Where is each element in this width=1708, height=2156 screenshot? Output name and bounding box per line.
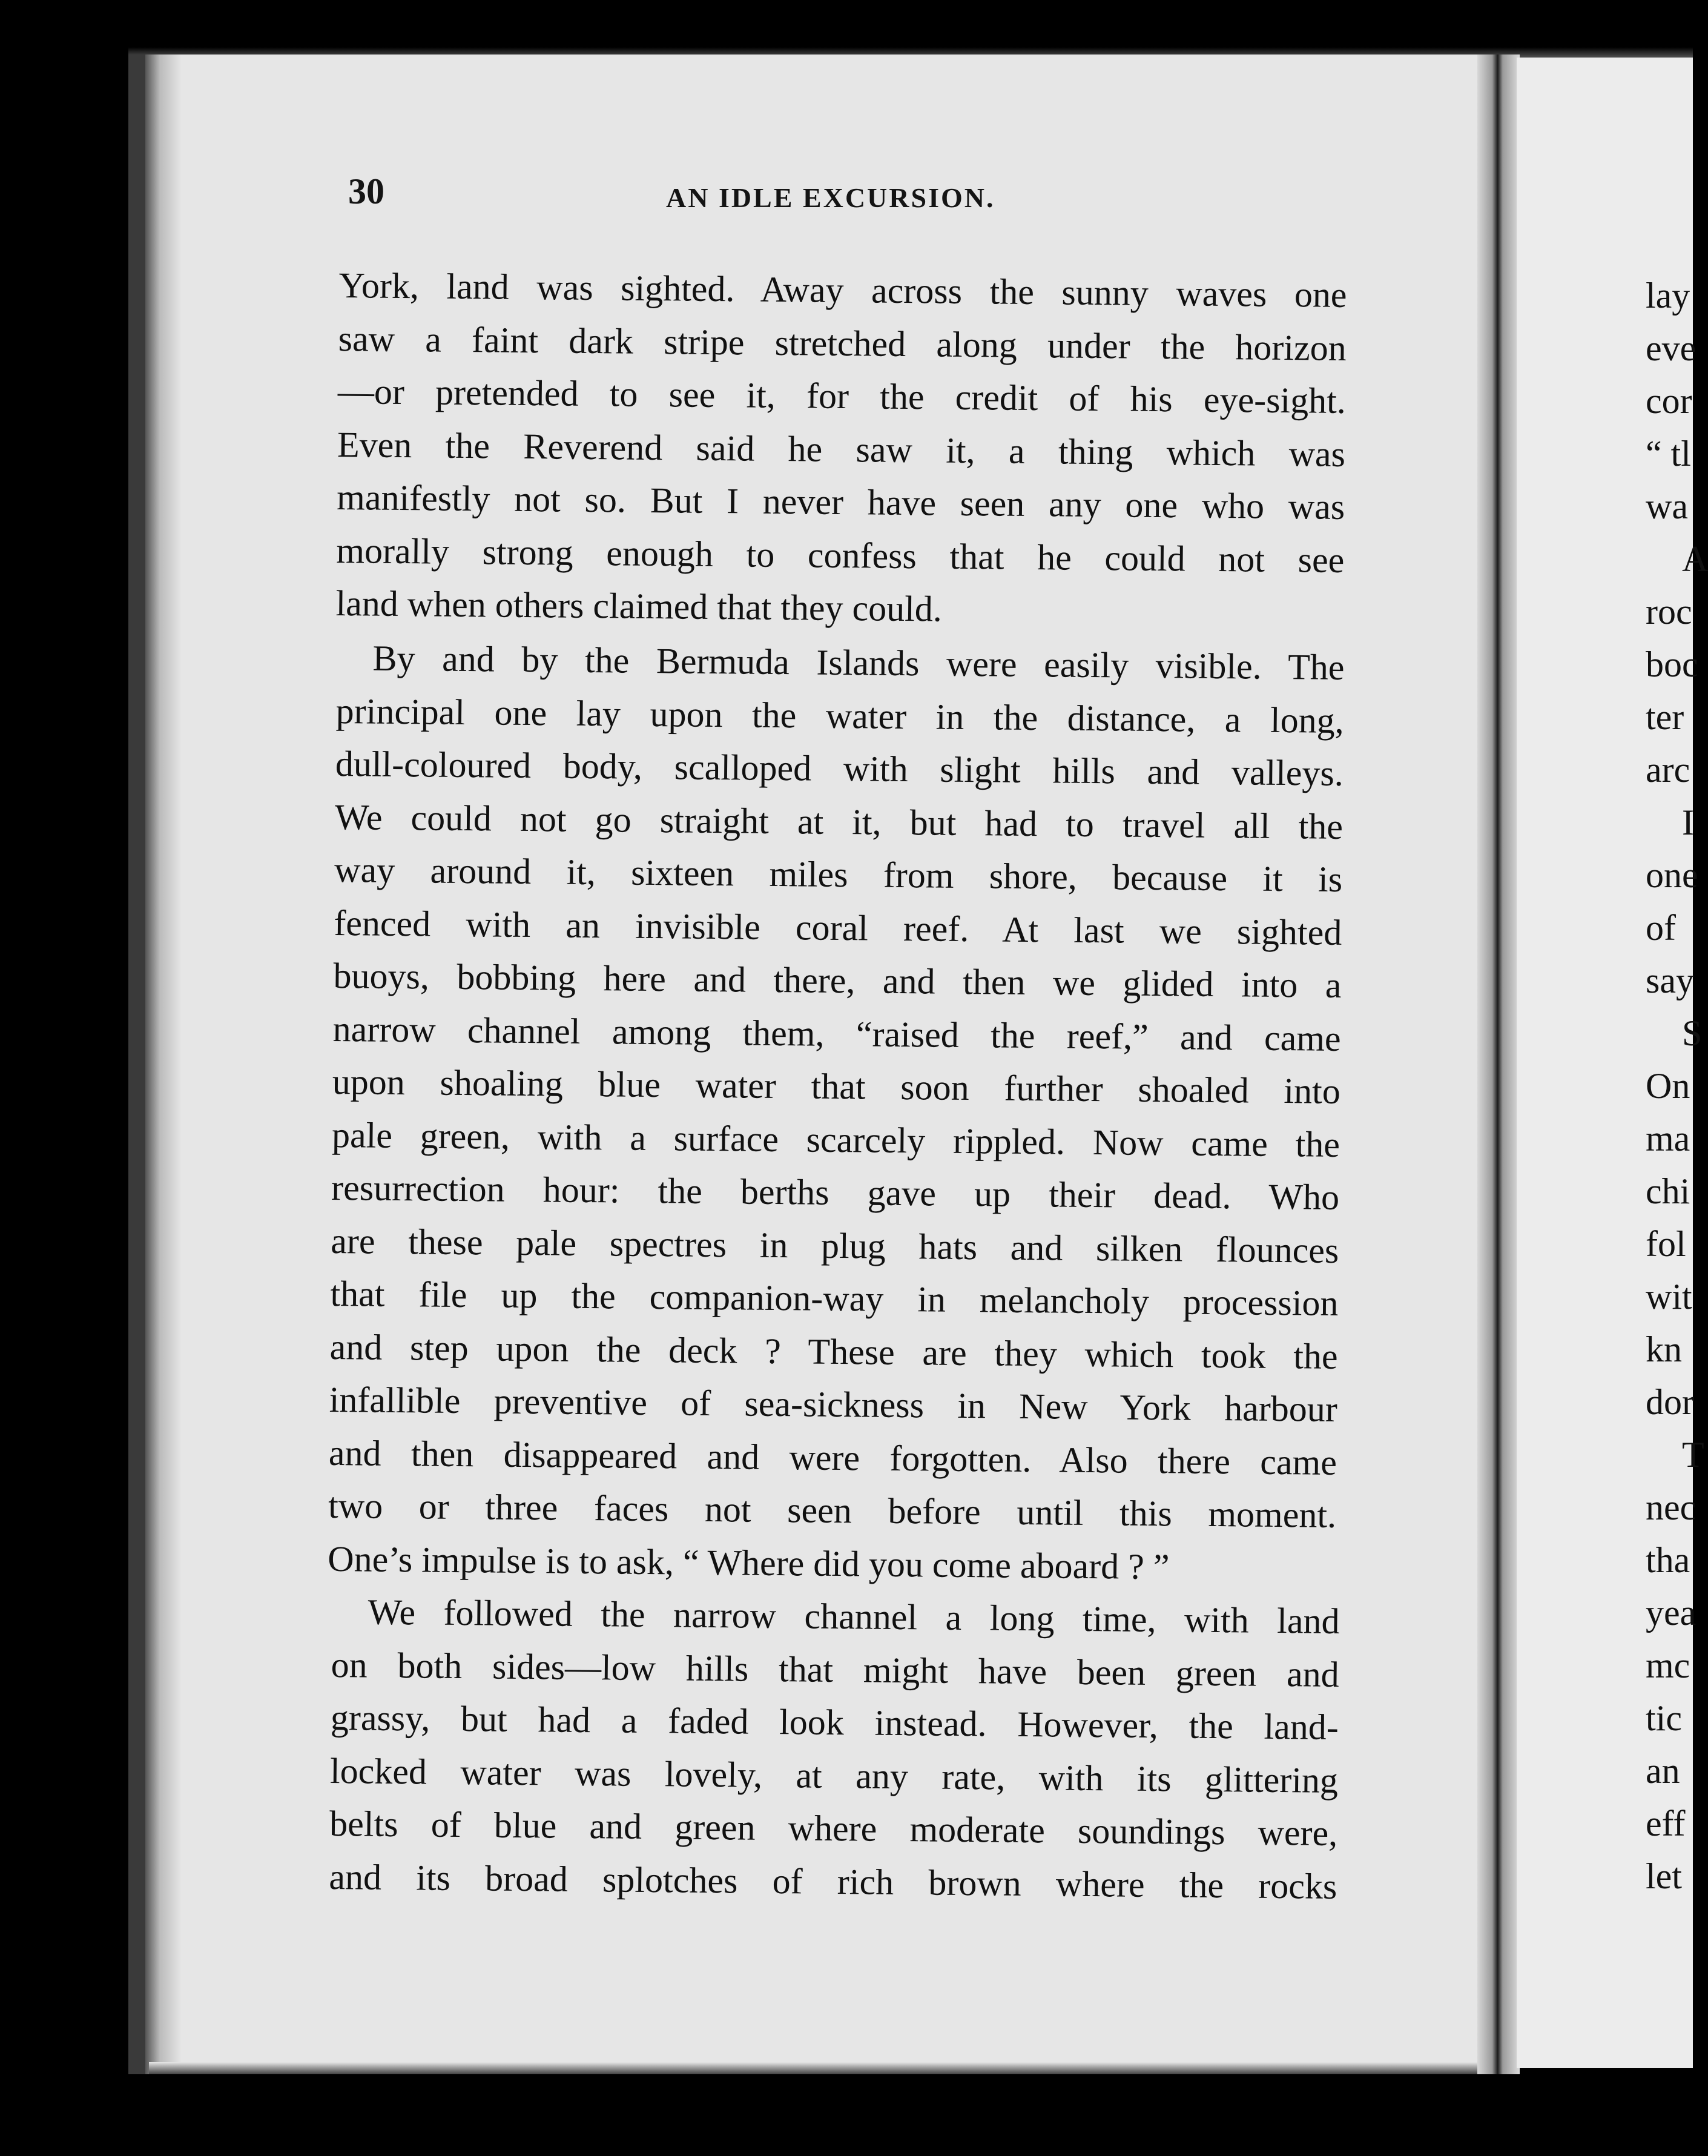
text-line: morally strong enough to confess that he could not see <box>336 530 1345 580</box>
text-line: principal one lay upon the water in the distance, a long, <box>335 690 1344 741</box>
text-line: and step upon the deck ? These are they which took the <box>329 1326 1338 1377</box>
text-line: upon shoaling blue water that soon further shoaled into <box>332 1061 1341 1111</box>
right-page-fragment: mc <box>1646 1645 1690 1685</box>
right-page-fragment: kn <box>1646 1329 1682 1369</box>
right-page-fragment: I <box>1682 802 1694 842</box>
right-page-fragment: an <box>1646 1751 1680 1791</box>
text-line: resurrection hour: the berths gave up their dead. Who <box>331 1167 1340 1217</box>
text-line: One’s impulse is to ask, “ Where did you come aboard ? ” <box>327 1538 1170 1587</box>
right-page-fragment: ter <box>1646 697 1684 737</box>
text-line: manifestly not so. But I never have seen any one who was <box>336 477 1345 527</box>
text-line: York, land was sighted. Away across the sunny waves one <box>338 265 1347 315</box>
text-line: on both sides—low hills that might have been green and <box>331 1644 1339 1695</box>
right-page-fragment: dor <box>1646 1382 1694 1422</box>
right-page-fragment: fol <box>1646 1224 1686 1264</box>
text-line: saw a faint dark stripe stretched along under the horizon <box>338 318 1347 368</box>
right-page-fragment: cor <box>1646 381 1692 421</box>
right-page-fragment: On <box>1646 1066 1690 1106</box>
right-page-fragment: tic <box>1646 1698 1682 1738</box>
right-page-fragment: T <box>1682 1435 1704 1475</box>
right-page-fragment: S <box>1682 1013 1703 1053</box>
page-number: 30 <box>348 171 384 211</box>
text-line: are these pale spectres in plug hats and silken flounces <box>331 1220 1339 1271</box>
text-line: and its broad splotches of rich brown where the rocks <box>329 1856 1337 1906</box>
text-line: pale green, with a surface scarcely rippled. Now came the <box>331 1114 1340 1165</box>
running-head: AN IDLE EXCURSION. <box>666 182 995 213</box>
text-line: belts of blue and green where moderate soundings were, <box>329 1803 1338 1853</box>
book-gutter <box>1477 55 1520 2074</box>
text-line: locked water was lovely, at any rate, with its glittering <box>329 1750 1339 1801</box>
right-page-fragment: “ tl <box>1646 434 1691 474</box>
right-page-fragment: arc <box>1646 750 1690 790</box>
right-page-fragment: roc <box>1646 592 1692 632</box>
right-page-fragment: A <box>1682 539 1708 579</box>
right-page-fragment: eff <box>1646 1804 1686 1844</box>
right-page-fragment: chi <box>1646 1171 1690 1211</box>
text-line: Even the Reverend said he saw it, a thing which was <box>337 424 1346 474</box>
right-page-fragment: lay <box>1646 276 1690 316</box>
right-page-fragment: tha <box>1646 1540 1690 1580</box>
text-line: infallible preventive of sea-sickness in New York harbour <box>329 1379 1338 1429</box>
right-page-fragment: of <box>1646 908 1676 948</box>
paragraph-2 <box>328 632 1345 1595</box>
right-page-fragment: one <box>1646 855 1698 895</box>
text-line: way around it, sixteen miles from shore, because it is <box>334 849 1343 899</box>
text-line: —or pretended to see it, for the credit of his eye-sight. <box>337 371 1347 421</box>
right-page-fragment: say <box>1646 961 1694 1000</box>
right-page-fragment: let <box>1646 1856 1682 1896</box>
text-line: We followed the narrow channel a long time, with land <box>368 1592 1340 1641</box>
text-line: By and by the Bermuda Islands were easily visible. The <box>372 638 1345 687</box>
right-page-fragment: nec <box>1646 1487 1696 1527</box>
text-line: two or three faces not seen before until this moment. <box>328 1485 1337 1535</box>
right-page-fragment: ma <box>1646 1119 1690 1159</box>
text-line: narrow channel among them, “raised the reef,” and came <box>332 1008 1341 1059</box>
text-line: We could not go straight at it, but had to travel all the <box>334 796 1344 847</box>
paragraph-1 <box>335 259 1347 640</box>
right-page-fragment: boc <box>1646 644 1698 684</box>
text-line: grassy, but had a faded look instead. However, the land- <box>330 1697 1339 1747</box>
text-line: that file up the companion-way in melancholy procession <box>330 1273 1339 1323</box>
right-page-fragment: wit <box>1646 1277 1692 1317</box>
text-line: land when others claimed that they could. <box>335 583 943 629</box>
text-line: dull-coloured body, scalloped with slight hills and valleys. <box>335 743 1344 793</box>
text-line: buoys, bobbing here and there, and then we glided into a <box>333 955 1342 1005</box>
paragraph-3 <box>329 1586 1340 1913</box>
right-page-fragment: yea <box>1646 1593 1696 1633</box>
text-line: and then disappeared and were forgotten. Also there came <box>328 1432 1337 1483</box>
text-line: fenced with an invisible coral reef. At last we sighted <box>334 902 1342 953</box>
right-page-fragment: wa <box>1646 486 1688 526</box>
right-page-fragment: eve <box>1646 328 1696 368</box>
